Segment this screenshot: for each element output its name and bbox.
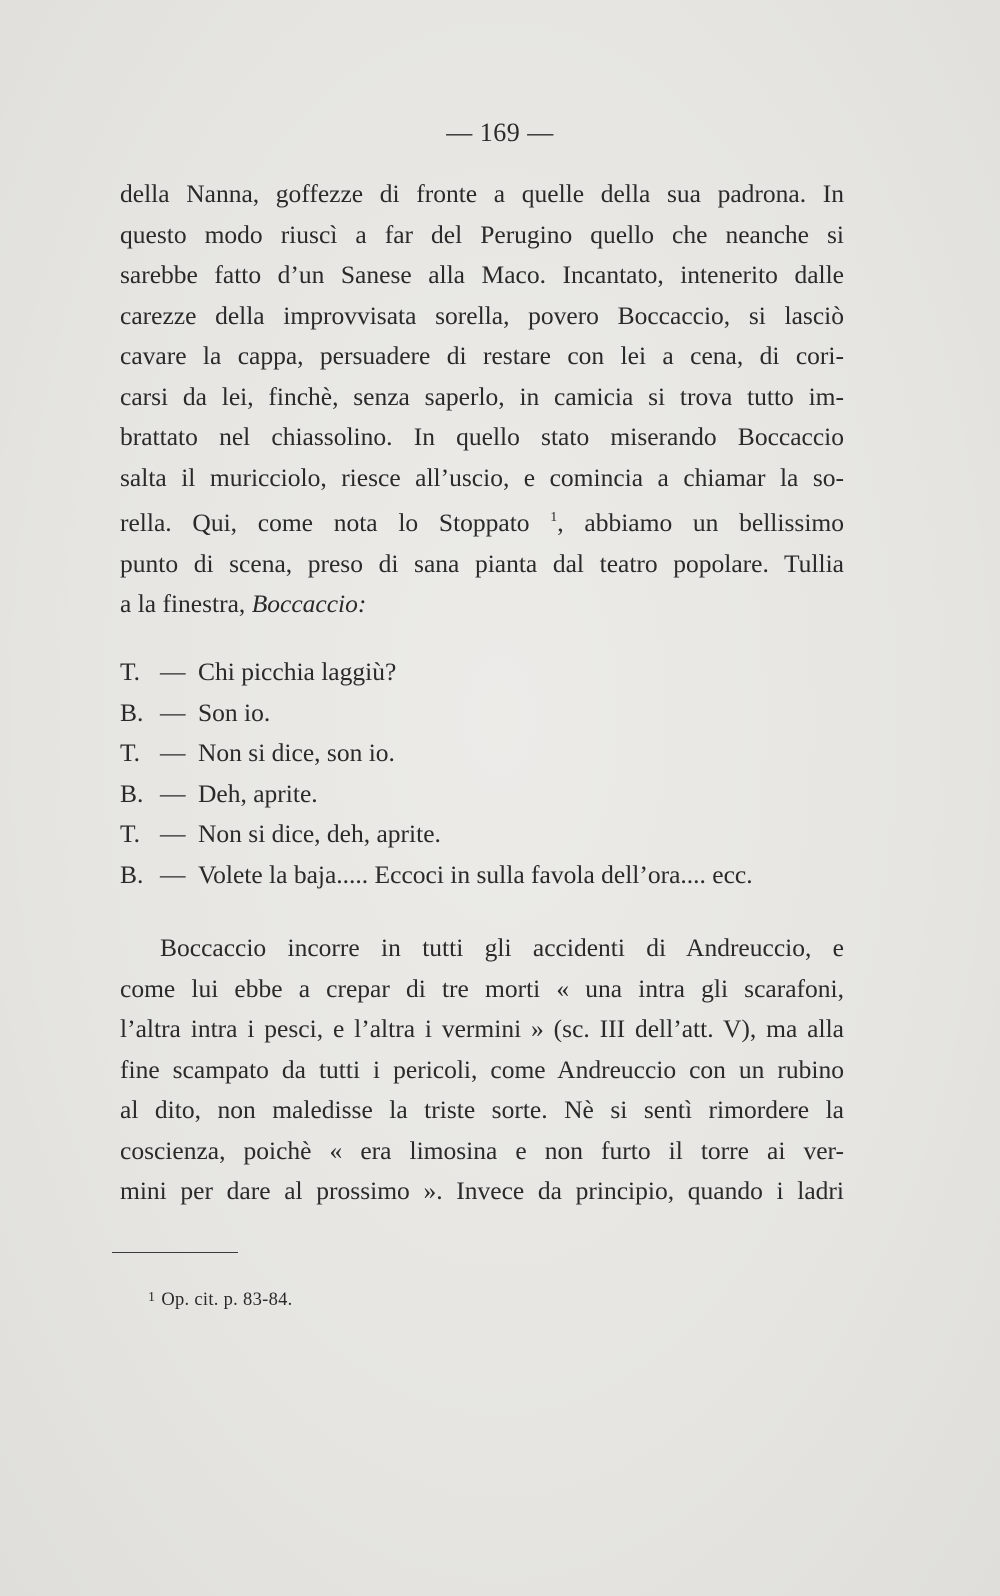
text-segment: rella. Qui, come nota lo Stoppato — [120, 508, 530, 537]
dialogue-line — [120, 855, 753, 896]
text-line: questo modo riuscì a far del Perugino quello che neanche si — [120, 219, 844, 249]
dialogue-line — [120, 652, 753, 693]
text-line-with-footnote-ref — [120, 498, 844, 544]
text-line: punto di scena, preso di sana pianta dal teatro popolare. Tullia — [120, 548, 844, 578]
dialogue-dash: — — [160, 657, 186, 686]
dialogue-speaker: B. — [120, 859, 144, 889]
dialogue-line — [120, 774, 753, 815]
text-segment: a la finestra, — [120, 589, 246, 618]
text-line: sarebbe fatto d’un Sanese alla Maco. Incantato, intenerito dalle — [120, 260, 844, 289]
text-line: come lui ebbe a crepar di tre morti « una intra gli scarafoni, — [120, 973, 844, 1003]
dialogue-text: Son io. — [198, 697, 271, 727]
footnote-divider — [112, 1252, 238, 1253]
dialogue-text: Chi picchia laggiù? — [198, 657, 397, 686]
dialogue-dash: — — [160, 697, 186, 727]
dialogue-block — [120, 652, 753, 895]
dialogue-speaker: T. — [120, 738, 141, 767]
text-segment: , abbiamo un bellissimo — [557, 508, 844, 537]
dialogue-text: Deh, aprite. — [198, 778, 318, 808]
footnote — [148, 1290, 293, 1311]
dialogue-speaker: B. — [120, 778, 144, 808]
dialogue-line — [120, 733, 753, 774]
dialogue-line — [120, 814, 753, 855]
dialogue-speaker: T. — [120, 819, 141, 848]
text-line — [120, 584, 844, 625]
dialogue-line — [120, 693, 753, 734]
footnote-text: Op. cit. p. 83-84. — [161, 1290, 293, 1310]
text-line: fine scampato da tutti i pericoli, come Andreuccio con un rubino — [120, 1054, 844, 1084]
paragraph-1 — [120, 174, 844, 625]
text-line: mini per dare al prossimo ». Invece da principio, quando i ladri — [120, 1176, 844, 1205]
text-line: carezze della improvvisata sorella, povero Boccaccio, si lasciò — [120, 300, 844, 330]
dialogue-dash: — — [160, 738, 186, 767]
page-number: — 169 — — [446, 118, 554, 147]
dialogue-speaker: T. — [120, 657, 141, 686]
text-line: della Nanna, goffezze di fronte a quelle della sua padrona. In — [120, 179, 844, 208]
text-line: brattato nel chiassolino. In quello stato miserando Boccaccio — [120, 422, 844, 451]
dialogue-text: Volete la baja..... Eccoci in sulla favola dell’ora.... ecc. — [198, 859, 753, 889]
text-line: al dito, non maledisse la triste sorte. Nè si sentì rimordere la — [120, 1095, 844, 1124]
italic-speaker-name: Boccaccio: — [251, 589, 367, 618]
text-line: l’altra intra i pesci, e l’altra i vermini » (sc. III dell’att. V), ma alla — [120, 1014, 844, 1043]
dialogue-text: Non si dice, son io. — [198, 738, 395, 767]
text-line: cavare la cappa, persuadere di restare con lei a cena, di cori- — [120, 341, 844, 370]
dialogue-text: Non si dice, deh, aprite. — [198, 819, 441, 848]
text-line: carsi da lei, finchè, senza saperlo, in camicia si trova tutto im- — [120, 381, 844, 411]
footnote-mark: 1 — [148, 1290, 156, 1305]
text-line: salta il muricciolo, riesce all’uscio, e comincia a chiamar la so- — [120, 462, 844, 492]
text-line: coscienza, poichè « era limosina e non furto il torre ai ver- — [120, 1135, 844, 1165]
paragraph-2 — [120, 928, 844, 1212]
footnote-reference: 1 — [550, 510, 558, 525]
dialogue-dash: — — [160, 819, 186, 848]
dialogue-speaker: B. — [120, 697, 144, 727]
dialogue-dash: — — [160, 859, 186, 889]
text-line: Boccaccio incorre in tutti gli accidenti di Andreuccio, e — [160, 933, 844, 962]
dialogue-dash: — — [160, 778, 186, 808]
